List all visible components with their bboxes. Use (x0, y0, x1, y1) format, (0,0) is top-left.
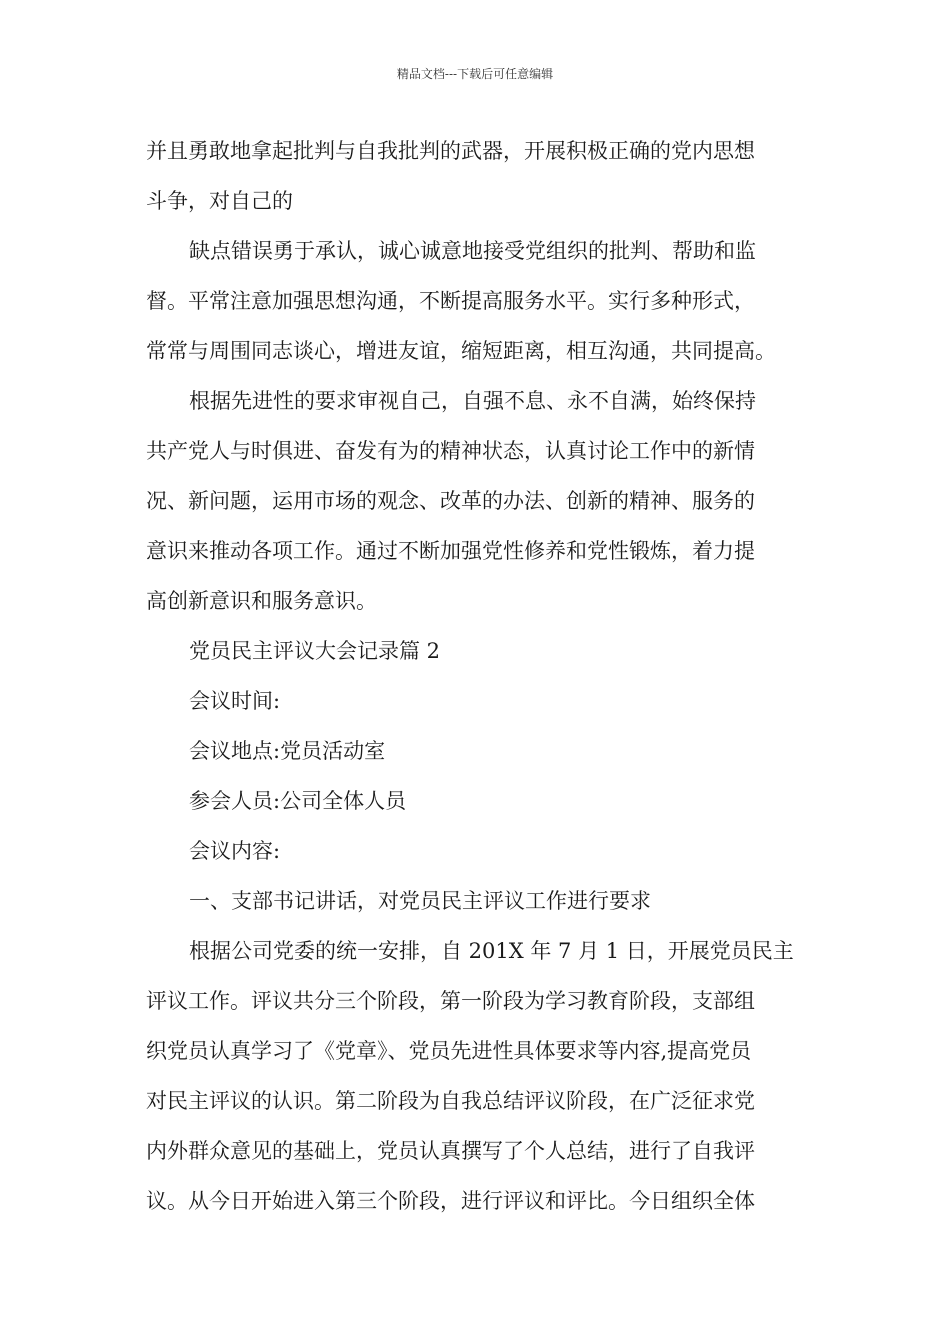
text-line: 议。从今日开始进入第三个阶段，进行评议和评比。今日组织全体 (146, 1189, 755, 1213)
page-header: 精品文档---下载后可任意编辑 (396, 67, 554, 81)
text-line: 一、支部书记讲话，对党员民主评议工作进行要求 (189, 889, 651, 913)
text-line: 根据先进性的要求审视自己，自强不息、永不自满，始终保持 (189, 389, 756, 413)
text-line: 会议地点:党员活动室 (189, 739, 386, 763)
text-line: 况、新问题，运用市场的观念、改革的办法、创新的精神、服务的 (146, 489, 755, 513)
text-line: 参会人员:公司全体人员 (189, 789, 407, 813)
text-line: 会议时间: (189, 689, 281, 713)
text-line: 并且勇敢地拿起批判与自我批判的武器，开展积极正确的党内思想 (146, 139, 755, 163)
text-line: 织党员认真学习了《党章》、党员先进性具体要求等内容,提高党员 (146, 1039, 752, 1063)
text-line: 意识来推动各项工作。通过不断加强党性修养和党性锻炼，着力提 (146, 539, 755, 563)
text-line: 常常与周围同志谈心，增进友谊，缩短距离，相互沟通，共同提高。 (146, 339, 776, 363)
document-body (146, 126, 812, 1226)
text-line: 党员民主评议大会记录篇 2 (189, 639, 441, 663)
text-line: 共产党人与时俱进、奋发有为的精神状态，认真讨论工作中的新情 (146, 439, 755, 463)
text-line: 斗争，对自己的 (146, 189, 293, 213)
text-line: 内外群众意见的基础上，党员认真撰写了个人总结，进行了自我评 (146, 1139, 755, 1163)
text-line: 高创新意识和服务意识。 (146, 589, 377, 613)
text-line: 督。平常注意加强思想沟通，不断提高服务水平。实行多种形式， (146, 289, 755, 313)
text-line: 评议工作。评议共分三个阶段，第一阶段为学习教育阶段，支部组 (146, 989, 755, 1013)
text-line: 会议内容: (189, 839, 281, 863)
text-line: 对民主评议的认识。第二阶段为自我总结评议阶段，在广泛征求党 (146, 1089, 755, 1113)
text-line: 根据公司党委的统一安排，自 201X 年 7 月 1 日，开展党员民主 (189, 939, 794, 963)
text-line: 缺点错误勇于承认，诚心诚意地接受党组织的批判、帮助和监 (189, 239, 756, 263)
